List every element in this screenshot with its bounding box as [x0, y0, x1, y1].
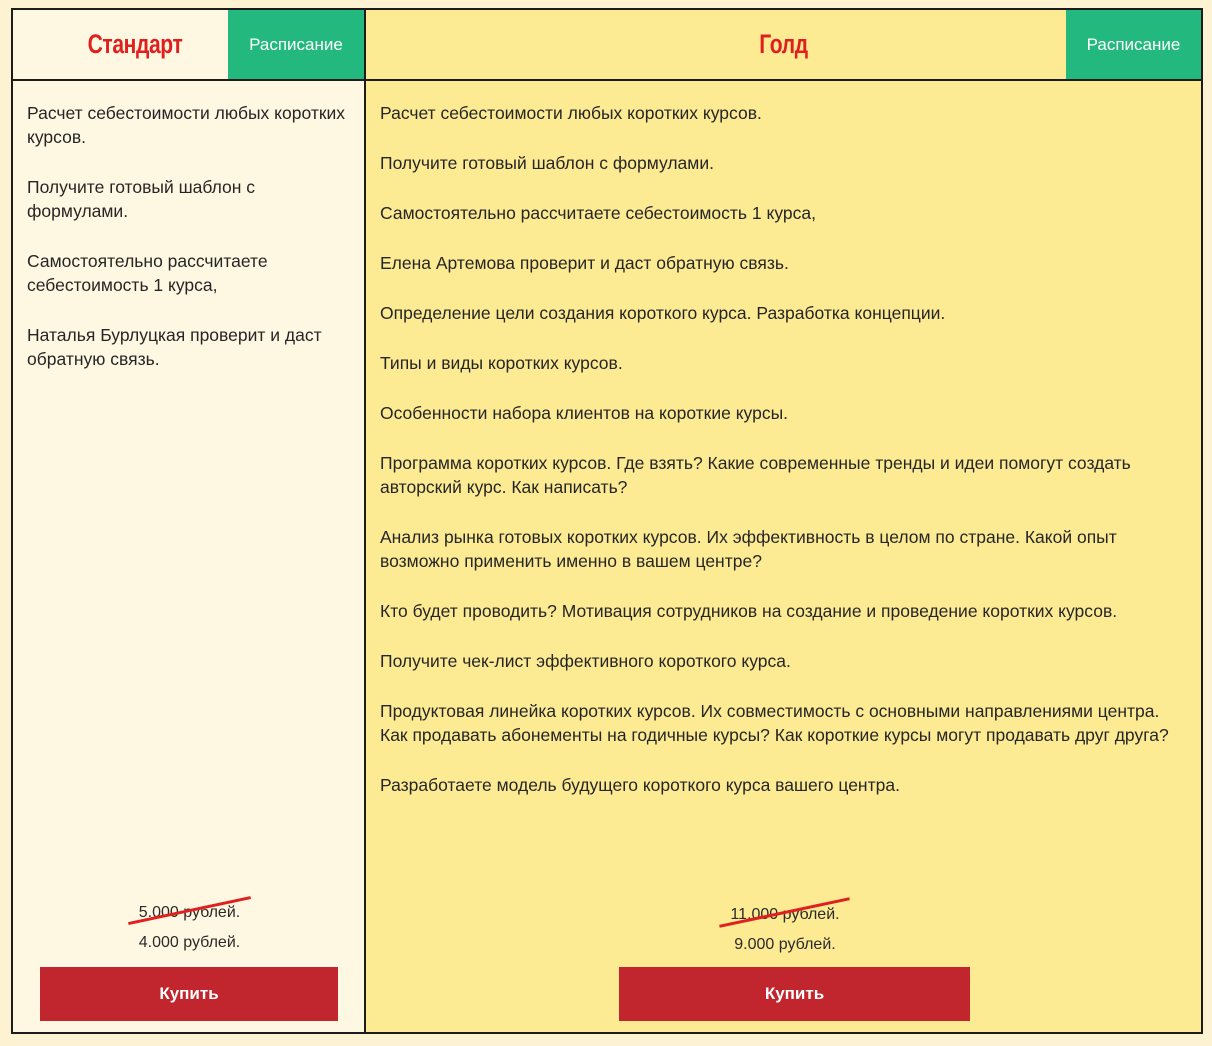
old-price — [730, 903, 839, 927]
gold-schedule-button[interactable]: Расписание — [1066, 10, 1201, 79]
feature-item: Продуктовая линейка коротких курсов. Их совместимость с основными направлениями центра. Как продавать абонементы на годичные курсы? Как короткие курсы могут продавать друг друга? — [380, 701, 1169, 745]
feature-item: Получите готовый шаблон с формулами. — [380, 153, 714, 173]
old-price-text: 11.000 рублей. — [730, 906, 840, 923]
feature-item: Расчет себестоимости любых коротких курсов. — [27, 103, 346, 147]
plan-gold-price — [366, 903, 1204, 957]
standard-buy-button[interactable]: Купить — [40, 967, 338, 1021]
feature-item: Разработаете модель будущего короткого курса вашего центра. — [380, 775, 900, 795]
plan-gold-title: Голд — [759, 29, 808, 59]
feature-item: Кто будет проводить? Мотивация сотрудников на создание и проведение коротких курсов. — [380, 601, 1118, 621]
plan-gold — [366, 10, 1201, 1032]
new-price: 4.000 рублей. — [138, 934, 241, 951]
plan-gold-header — [366, 10, 1201, 81]
feature-item: Елена Артемова проверит и даст обратную связь. — [380, 253, 789, 273]
standard-schedule-button[interactable]: Расписание — [228, 10, 364, 79]
plan-standard-price — [13, 901, 366, 955]
plan-standard-header — [13, 10, 364, 81]
plan-standard — [13, 10, 366, 1032]
plan-standard-title: Стандарт — [87, 29, 183, 59]
plan-standard-features — [13, 81, 364, 371]
feature-item: Программа коротких курсов. Где взять? Какие современные тренды и идеи помогут создать авторский курс. Как написать? — [380, 453, 1131, 497]
gold-buy-button[interactable]: Купить — [619, 967, 970, 1021]
feature-item: Получите готовый шаблон с формулами. — [27, 177, 256, 221]
feature-item: Расчет себестоимости любых коротких курсов. — [380, 103, 762, 123]
feature-item: Самостоятельно рассчитаете себестоимость 1 курса, — [27, 251, 268, 295]
old-price-text: 5.000 рублей. — [138, 904, 241, 921]
old-price — [139, 901, 240, 925]
feature-item: Типы и виды коротких курсов. — [380, 353, 623, 373]
feature-item: Наталья Бурлуцкая проверит и даст обратную связь. — [27, 325, 322, 369]
plan-gold-features — [366, 81, 1201, 797]
pricing-table — [11, 8, 1203, 1034]
feature-item: Анализ рынка готовых коротких курсов. Их эффективность в целом по стране. Какой опыт возможно применить именно в вашем центре? — [380, 527, 1117, 571]
feature-item: Получите чек-лист эффективного короткого курса. — [380, 651, 791, 671]
feature-item: Определение цели создания короткого курса. Разработка концепции. — [380, 303, 946, 323]
new-price: 9.000 рублей. — [734, 936, 836, 953]
feature-item: Особенности набора клиентов на короткие курсы. — [380, 403, 789, 423]
feature-item: Самостоятельно рассчитаете себестоимость 1 курса, — [380, 203, 816, 223]
